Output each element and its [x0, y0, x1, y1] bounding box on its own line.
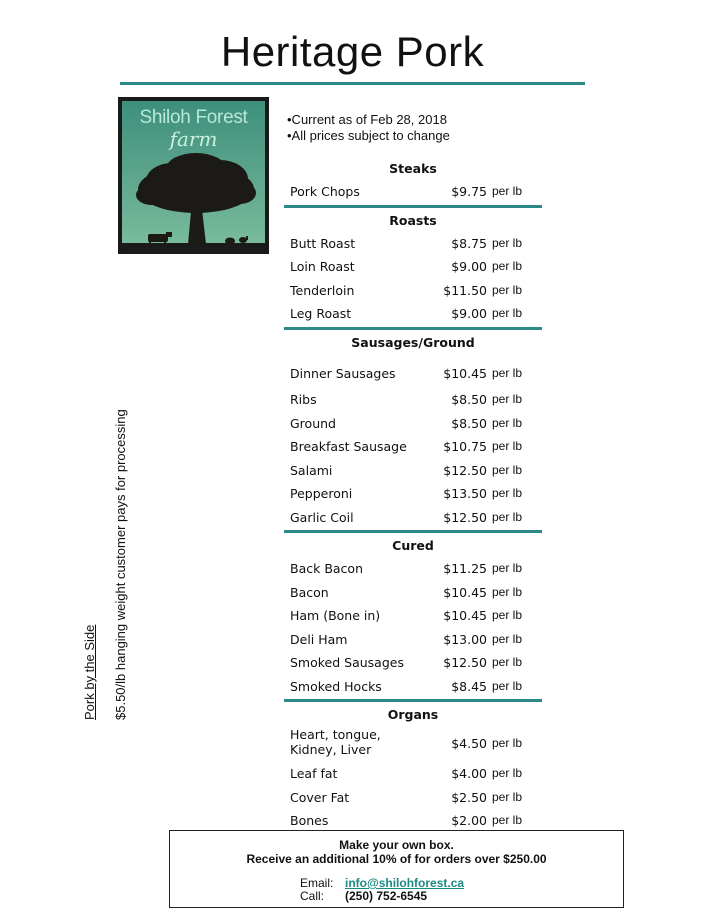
item-name: Pork Chops: [290, 184, 360, 199]
item-name: Bacon: [290, 584, 329, 600]
side-note: $5.50/lb hanging weight customer pays for processing: [113, 409, 128, 720]
item-price: $4.50: [451, 736, 487, 751]
price-row: [284, 675, 542, 699]
price-row: [284, 809, 542, 833]
item-name: Smoked Hocks: [290, 678, 382, 694]
item-unit: per lb: [492, 631, 523, 646]
section-divider: [284, 327, 542, 330]
item-name: Leg Roast: [290, 306, 352, 321]
item-price: $10.45: [443, 584, 487, 600]
item-unit: per lb: [492, 789, 523, 804]
item-name: Ribs: [290, 392, 317, 407]
item-name: Ground: [290, 415, 336, 431]
item-price: $13.50: [443, 486, 487, 501]
price-row: [284, 388, 542, 412]
email-link[interactable]: info@shilohforest.ca: [345, 876, 465, 890]
price-list: [284, 158, 542, 833]
item-name: Ham (Bone in): [290, 608, 381, 623]
price-row: [284, 651, 542, 675]
item-price: $8.75: [451, 235, 487, 251]
item-name: Smoked Sausages: [290, 655, 404, 670]
item-price: $8.50: [451, 415, 487, 431]
contact-info: [300, 877, 464, 903]
item-price: $12.50: [443, 655, 487, 670]
item-price: $12.50: [443, 509, 487, 525]
item-unit: per lb: [492, 766, 523, 780]
price-row: [284, 557, 542, 581]
item-unit: per lb: [492, 415, 523, 430]
price-row: [284, 279, 542, 303]
note-current-date: •Current as of Feb 28, 2018: [287, 112, 447, 127]
item-unit: per lb: [492, 282, 523, 297]
footer-headline: Make your own box.: [339, 838, 454, 852]
item-unit: per lb: [492, 584, 523, 599]
price-row: [284, 232, 542, 256]
item-unit: per lb: [492, 608, 523, 622]
section-title-organs: Organs: [387, 707, 439, 722]
item-price: $9.75: [451, 184, 487, 199]
item-unit: per lb: [492, 439, 523, 453]
item-unit: per lb: [492, 462, 523, 477]
price-row: [284, 255, 542, 279]
item-price: $8.50: [451, 392, 487, 407]
item-unit: per lb: [492, 678, 523, 693]
price-row: [284, 302, 542, 326]
item-unit: per lb: [492, 306, 523, 320]
price-row: [284, 459, 542, 483]
item-name: Cover Fat: [290, 789, 350, 805]
section-title-sausages-ground: Sausages/Ground: [351, 334, 475, 350]
price-row: [284, 506, 542, 530]
item-price: $12.50: [443, 462, 487, 478]
logo-farm-name: Shiloh Forest: [139, 107, 248, 128]
price-row: [284, 604, 542, 628]
item-unit: per lb: [492, 365, 523, 380]
price-row: [284, 482, 542, 506]
item-price: $9.00: [451, 259, 487, 274]
item-unit: per lb: [492, 509, 523, 524]
item-price: $2.50: [451, 789, 487, 805]
item-name: Tenderloin: [290, 282, 355, 298]
item-name: Breakfast Sausage: [290, 439, 407, 454]
item-unit: per lb: [492, 235, 523, 250]
note-price-change: •All prices subject to change: [287, 128, 450, 143]
phone-number: (250) 752-6545: [345, 889, 428, 903]
item-price: $13.00: [443, 631, 487, 647]
price-row: [284, 362, 542, 386]
item-name: Leaf fat: [290, 766, 338, 781]
item-unit: per lb: [492, 561, 523, 575]
section-divider: [284, 205, 542, 208]
price-row: [284, 412, 542, 436]
email-label: Email:: [300, 876, 334, 890]
price-row: [284, 762, 542, 786]
item-price: $4.00: [451, 766, 487, 781]
section-title-cured: Cured: [392, 538, 434, 553]
section-title-steaks: Steaks: [389, 161, 437, 176]
item-name: Back Bacon: [290, 561, 363, 576]
item-name: Butt Roast: [290, 235, 356, 251]
item-price: $11.25: [443, 561, 487, 576]
footer-offer: Receive an additional 10% of for orders over $250.00: [246, 852, 547, 866]
price-row: [284, 435, 542, 459]
item-name: Bones: [290, 813, 329, 828]
footer-box: [169, 830, 624, 908]
price-row: [284, 726, 542, 762]
price-notes: [287, 112, 450, 144]
item-price: $10.75: [443, 439, 487, 454]
item-price: $8.45: [451, 678, 487, 694]
item-name: Heart, tongue, Kidney, Liver: [290, 727, 381, 757]
price-row: [284, 786, 542, 810]
item-unit: per lb: [492, 392, 523, 406]
item-name: Dinner Sausages: [290, 365, 396, 381]
item-name: Salami: [290, 462, 333, 478]
item-unit: per lb: [492, 259, 523, 273]
item-unit: per lb: [492, 486, 523, 500]
page-title: Heritage Pork: [220, 28, 485, 75]
price-row: [284, 628, 542, 652]
section-divider: [284, 699, 542, 702]
title-divider: [120, 82, 585, 85]
farm-logo: [118, 97, 269, 254]
call-label: Call:: [300, 889, 325, 903]
logo-farm-subtitle: farm: [169, 127, 218, 151]
item-unit: per lb: [492, 813, 523, 827]
item-name: Loin Roast: [290, 259, 355, 274]
side-title: Pork by the Side: [82, 624, 97, 720]
item-price: $11.50: [443, 282, 487, 298]
price-row: [284, 180, 542, 204]
item-price: $10.45: [443, 608, 487, 623]
item-name: Pepperoni: [290, 486, 353, 501]
item-unit: per lb: [492, 655, 523, 669]
item-unit: per lb: [492, 184, 523, 198]
item-unit: per lb: [492, 736, 523, 750]
item-price: $9.00: [451, 306, 487, 321]
section-divider: [284, 530, 542, 533]
item-price: $2.00: [451, 813, 487, 828]
section-title-roasts: Roasts: [389, 212, 437, 228]
item-name: Garlic Coil: [290, 509, 354, 525]
price-row: [284, 581, 542, 605]
item-price: $10.45: [443, 365, 487, 381]
item-name: Deli Ham: [290, 631, 348, 647]
